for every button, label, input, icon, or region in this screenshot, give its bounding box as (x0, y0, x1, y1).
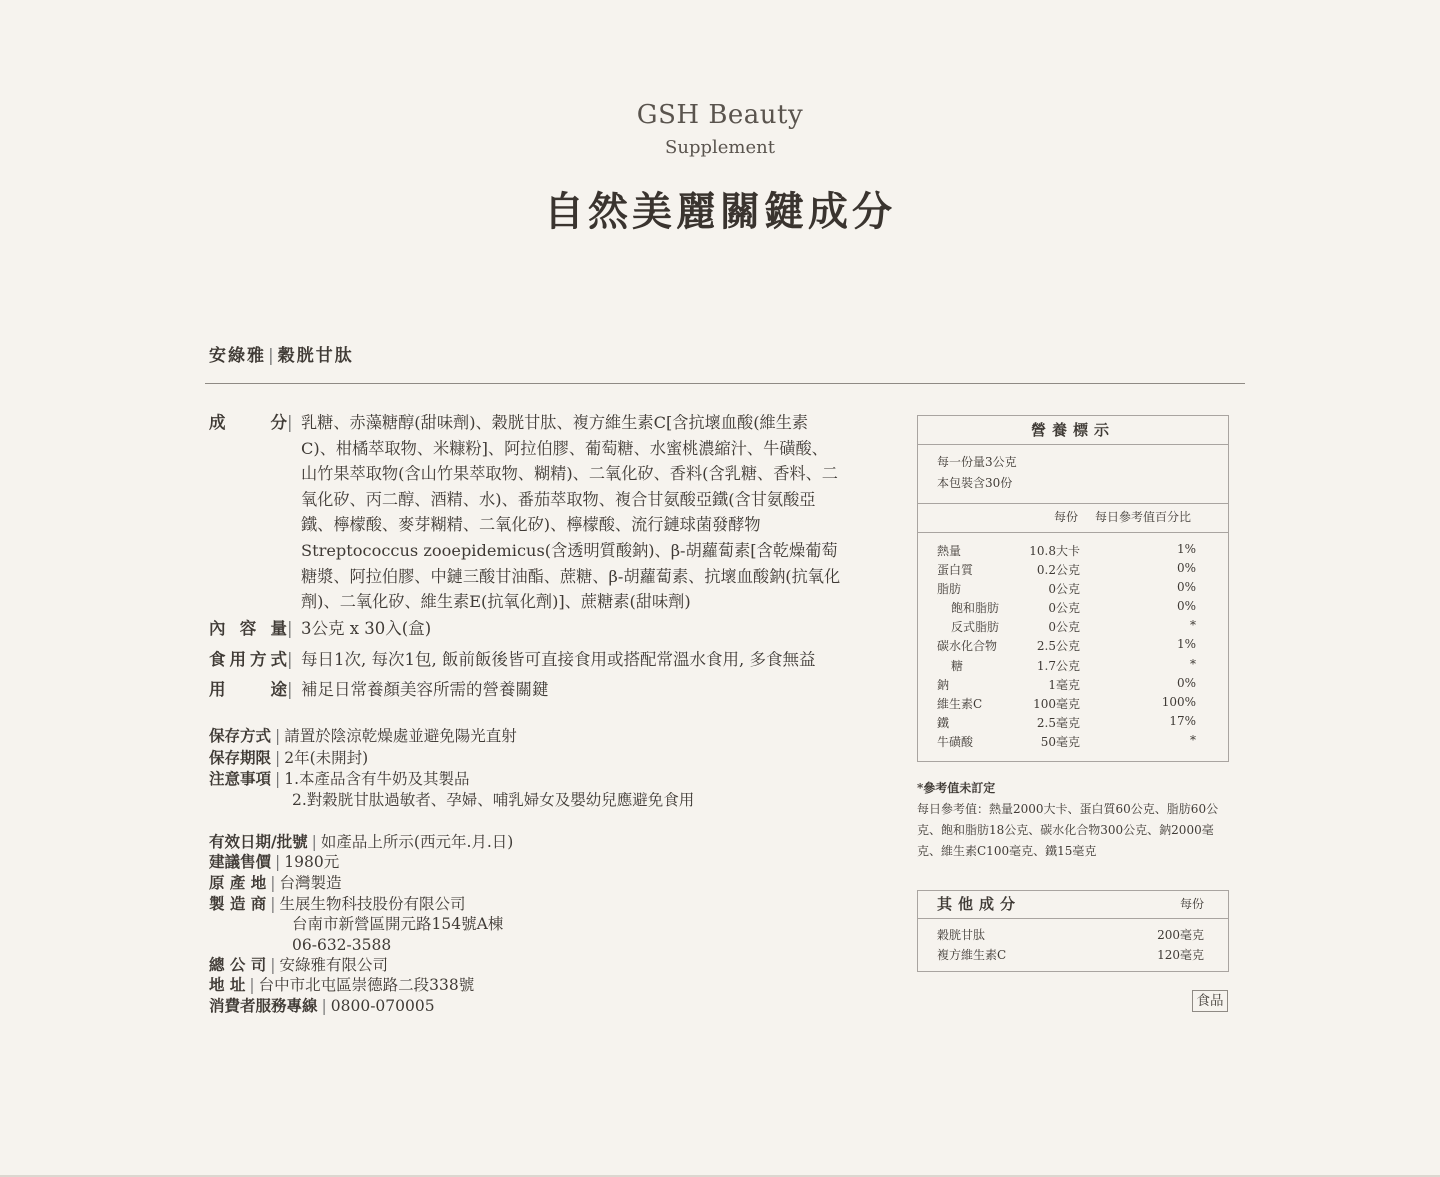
nutrition-rows (918, 542, 1228, 752)
info-maker-phone: 06-632-3588 (292, 936, 392, 954)
info-maker-address: 台南市新營區開元路154號A棟 (292, 915, 504, 933)
table-row: 鈉 1毫克 0% (937, 675, 1196, 692)
table-row: 糖 1.7公克 * (951, 656, 1196, 673)
spec-value: 每日1次, 每次1包, 飯前飯後皆可直接食用或搭配常溫水食用, 多食無益 (301, 650, 816, 669)
product-title: 穀胱甘肽 (277, 346, 354, 366)
separator: | (287, 413, 293, 432)
spec-value: 補足日常養顏美容所需的營養關鍵 (301, 680, 549, 699)
spec-value: 3公克 x 30入(盒) (301, 619, 432, 638)
reference-line: 克、飽和脂肪18公克、碳水化合物300公克、鈉2000毫 (917, 823, 1214, 837)
divider (205, 383, 1245, 384)
storage-method: 保存方式 | 請置於陰涼乾燥處並避免陽光直射 (209, 726, 517, 745)
spec-label: 內 容 量 (209, 619, 287, 638)
other-header: 其他成分 每份 (918, 891, 1228, 919)
brand-subtitle: Supplement (665, 137, 775, 158)
table-row: 熱量 10.8大卡 1% (937, 542, 1196, 558)
table-row: 複方維生素C 120毫克 (937, 947, 1204, 962)
table-row: 蛋白質 0.2公克 0% (937, 561, 1196, 578)
table-row: 牛磺酸 50毫克 * (937, 732, 1196, 749)
spec-label: 食用方式 (209, 650, 287, 669)
storage-note2: 2.對穀胱甘肽過敏者、孕婦、哺乳婦女及嬰幼兒應避免食用 (292, 791, 695, 809)
table-row: 維生素C 100毫克 100% (937, 694, 1196, 711)
separator: | (268, 346, 276, 366)
nutrition-title: 營養標示 (918, 416, 1228, 445)
page-title: 自然美麗關鍵成分 (544, 188, 896, 235)
table-row: 脂肪 0公克 0% (937, 580, 1196, 597)
storage-period: 保存期限 | 2年(未開封) (209, 748, 369, 767)
separator: | (287, 650, 293, 669)
table-row: 穀胱甘肽 200毫克 (937, 928, 1204, 942)
divider (918, 532, 1228, 533)
info-service: 消費者服務專線 | 0800-070005 (209, 996, 435, 1015)
info-maker: 製 造 商 | 生展生物科技股份有限公司 (209, 894, 466, 913)
product-brand: 安綠雅 (209, 346, 266, 366)
nutrition-serving: 每一份量3公克 本包裝含30份 (937, 455, 1017, 490)
divider (918, 503, 1228, 504)
info-hq: 總 公 司 | 安綠雅有限公司 (209, 955, 389, 974)
spec-label: 成 分 (209, 413, 287, 432)
reference-title: *參考值未訂定 (917, 781, 996, 795)
table-row: 碳水化合物 2.5公克 1% (937, 637, 1196, 654)
separator: | (287, 619, 293, 638)
food-badge: 食品 (1192, 990, 1228, 1012)
reference-line: 每日參考值：熱量2000大卡、蛋白質60公克、脂肪60公 (917, 802, 1219, 816)
brand-title: GSH Beauty (636, 100, 804, 130)
spec-value: 乳糖、赤藻糖醇(甜味劑)、穀胱甘肽、複方維生素C[含抗壞血酸(維生素C)、柑橘萃取物、米糠粉]、阿拉伯膠、葡萄糖、水蜜桃濃縮汁、牛磺酸、山竹果萃取物(含山竹果萃取物、糊精)、二氧化矽、香料(含乳糖、香料、二氧化矽、丙二醇、酒精、水)、番茄萃取物、複合甘氨酸亞鐵(含甘氨酸亞鐵、檸檬酸、麥芽糊精、二氧化矽)、檸檬酸、流行鏈球菌發酵物Streptococcus zooepidemicus(含透明質酸鈉)、β-胡蘿蔔素[含乾燥葡萄糖漿、阿拉伯膠、中鏈三酸甘油酯、蔗糖、β-胡蘿蔔素、抗壞血酸鈉(抗氧化劑)、二氧化矽、維生素E(抗氧化劑)]、蔗糖素(甜味劑) (301, 413, 841, 612)
info-origin: 原 產 地 | 台灣製造 (209, 873, 342, 892)
product-name (209, 341, 354, 366)
reference-line: 克、維生素C100毫克、鐵15毫克 (917, 844, 1097, 858)
nutrition-table: 營養標示 每一份量3公克 本包裝含30份 每份 每日參考值百分比 熱量 10.8大卡 1% 蛋白質 0.2公克 0% 脂肪 0公克 0% 飽和脂肪 0公克 0% 反式脂肪 0公克 * 碳水化合物 2.5公克 1% 糖 1.7公克 * 鈉 1毫克 0% 維生素C 100毫克 100% 鐵 2.5毫克 17% 牛磺酸 50毫克 * (917, 415, 1229, 762)
storage-notes: 注意事項 | 1.本產品含有牛奶及其製品 (209, 769, 470, 788)
table-row: 鐵 2.5毫克 17% (937, 713, 1196, 730)
table-row: 飽和脂肪 0公克 0% (951, 599, 1196, 616)
info-address: 地 址 | 台中市北屯區崇德路二段338號 (209, 975, 475, 994)
other-ingredients-table (917, 890, 1229, 972)
info-expiry: 有效日期/批號 | 如產品上所示(西元年.月.日) (209, 832, 514, 851)
separator: | (287, 680, 293, 699)
spec-label: 用 途 (209, 680, 287, 699)
table-row: 反式脂肪 0公克 * (951, 618, 1196, 635)
info-price: 建議售價 | 1980元 (209, 852, 340, 871)
